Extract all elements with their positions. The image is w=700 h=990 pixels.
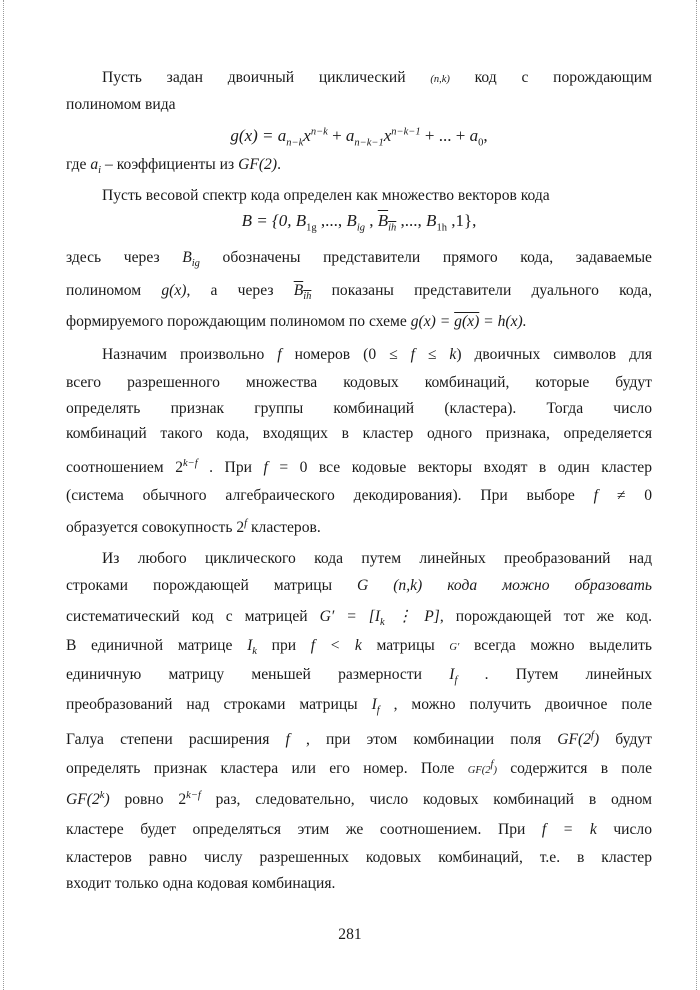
paragraph-2-line-1: Пусть весовой спектр кода определен как множество векторов кода [102, 187, 550, 204]
paragraph-1-line-2: полиномом вида [66, 96, 176, 113]
paragraph-4-line-3: систематический код с матрицей $G' = [I_k$ ⋮ P], порождающей тот же код. [66, 608, 653, 629]
right-margin-dots [696, 0, 697, 990]
formula-weight-spectrum: B = {0, $B_{1g}$ ,..., $B_{ig}$ , $B_{ih}$ ,..., $B_{1h}$ ,1}, [241, 211, 477, 234]
paragraph-4-line-7: Галуа степени расширения f , при этом комбинации поля GF(2$^f$) будут [66, 729, 652, 748]
paragraph-3-line-4: комбинаций такого кода, входящих в кластер одного признака, определяется [66, 425, 652, 442]
paragraph-2-line-4: формируемого порождающим полиномом по схеме g(x) = g(x) = h(x). [66, 313, 527, 330]
paragraph-2-line-3: полиномом g(x), а через $B_{ih}$ показаны представители дуального кода, [66, 282, 652, 303]
paragraph-3-line-7: образуется совокупность 2$^f$ кластеров. [66, 517, 321, 536]
paragraph-4-line-10: кластере будет определяться этим же соотношением. При f = k число [66, 821, 653, 838]
paragraph-3-line-6: (система обычного алгебраического декодирования). При выборе f ≠ 0 [66, 487, 652, 504]
paragraph-3-line-1: Назначим произвольно f номеров (0 ≤ f ≤ k) двоичных символов для [102, 346, 653, 363]
paragraph-3-line-2: всего разрешенного множества кодовых комбинаций, которые будут [66, 374, 652, 391]
paragraph-4-line-1: Из любого циклического кода путем линейных преобразований над [102, 550, 652, 567]
paragraph-4-line-9: GF(2$^k$) ровно $2^{k-f}$ раз, следовательно, число кодовых комбинаций в одном [66, 789, 652, 808]
paragraph-4-line-8: определять признак кластера или его номер. Поле GF(2$^f$) содержится в поле [66, 758, 652, 777]
paragraph-4-line-6: преобразований над строками матрицы $I_f$ , можно получить двоичное поле [66, 696, 653, 717]
paragraph-4-line-5: единичную матрицу меньшей размерности $I_f$ . Путем линейных [66, 666, 652, 687]
formula-generator-polynomial: $g(x) = a_{n-k}x^{n-k} + a_{n-k-1}x^{n-k-1}$ + ... + $a_0$, [230, 126, 488, 149]
paragraph-3-line-5: соотношением $2^{k-f}$ . При f = 0 все кодовые векторы входят в один кластер [66, 457, 653, 476]
page-number: 281 [338, 926, 362, 943]
paragraph-4-line-2: строками порождающей матрицы G (n,k) кода можно образовать [66, 577, 652, 594]
paragraph-2-line-2: здесь через $B_{ig}$ обозначены представители прямого кода, задаваемые [66, 249, 652, 270]
paragraph-4-line-4: В единичной матрице $I_k$ при f < k матрицы G′ всегда можно выделить [66, 637, 652, 658]
left-margin-dots [3, 0, 4, 990]
paragraph-4-line-11: кластеров равно числу разрешенных кодовых комбинаций, т.е. в кластер [66, 849, 652, 866]
paragraph-1-line-3: где $a_i$ – коэффициенты из GF(2). [66, 156, 281, 177]
paragraph-4-line-12: входит только одна кодовая комбинация. [66, 875, 336, 892]
paragraph-1-line-1: Пусть задан двоичный циклический (n,k) код с порождающим [102, 69, 653, 86]
paragraph-3-line-3: определять признак группы комбинаций (кластера). Тогда число [66, 400, 652, 417]
